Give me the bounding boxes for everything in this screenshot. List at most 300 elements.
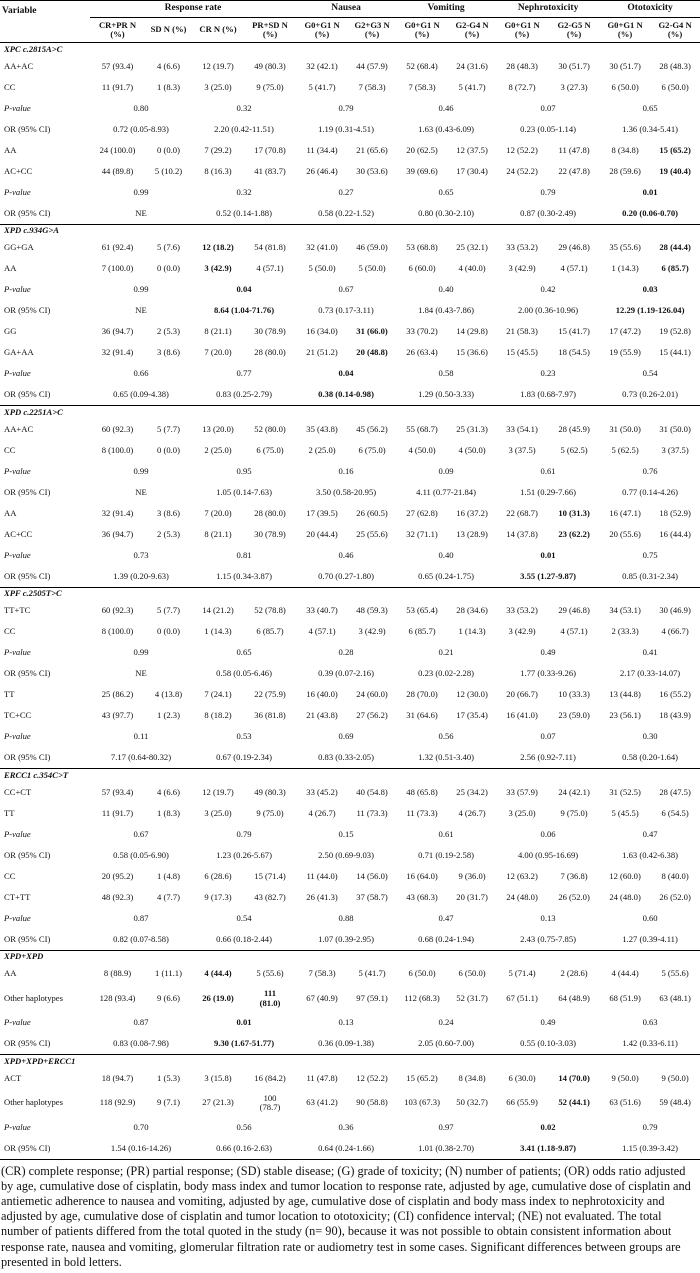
table-cell: 17 (35.4)	[456, 710, 488, 721]
table-row	[0, 601, 700, 622]
table-cell: 3 (25.0)	[204, 81, 232, 92]
table-cell: 2.05 (0.60-7.00)	[418, 1038, 474, 1049]
table-cell: 12 (18.2)	[202, 242, 234, 253]
table-cell: 20 (62.5)	[406, 144, 438, 155]
table-cell: 4 (44.4)	[611, 968, 639, 979]
table-cell: 12 (19.7)	[202, 786, 234, 797]
table-cell: 2.56 (0.92-7.11)	[520, 752, 576, 763]
table-cell: 0.49	[540, 647, 556, 658]
table-cell: 90 (58.8)	[356, 1097, 388, 1108]
column-header: G2-G4 N (%)	[448, 18, 496, 43]
row-label: AA+AC	[4, 423, 34, 434]
table-cell: 5 (50.0)	[308, 263, 336, 274]
table-cell: 18 (43.9)	[659, 710, 691, 721]
table-row	[0, 622, 700, 643]
table-cell: 34 (53.1)	[609, 605, 641, 616]
table-cell: 28 (48.3)	[659, 60, 691, 71]
table-cell: 14 (37.8)	[506, 528, 538, 539]
table-cell: 13 (44.8)	[609, 689, 641, 700]
table-cell: 0.87 (0.30-2.49)	[520, 207, 576, 218]
table-cell: 3 (42.9)	[358, 626, 386, 637]
table-cell: 0.88	[338, 912, 354, 923]
table-cell: 6 (60.0)	[408, 263, 436, 274]
table-cell: 32 (42.1)	[306, 60, 338, 71]
table-cell: 6 (30.0)	[508, 1072, 536, 1083]
table-cell: 0.65 (0.24-1.75)	[418, 570, 474, 581]
table-cell: 27 (56.2)	[356, 710, 388, 721]
table-row	[0, 385, 700, 406]
table-cell: 67 (40.9)	[306, 992, 338, 1003]
column-header: G0+G1 N (%)	[496, 18, 548, 43]
table-cell: 0.68 (0.24-1.94)	[418, 933, 474, 944]
table-cell: 0.56	[438, 731, 454, 742]
table-cell: 0.69	[338, 731, 354, 742]
table-cell: 9 (75.0)	[256, 807, 284, 818]
table-cell: 43 (97.7)	[101, 710, 134, 721]
table-cell: 20 (31.7)	[456, 891, 488, 902]
table-cell: 43 (68.3)	[406, 891, 438, 902]
column-header: G0+G1 N (%)	[600, 18, 650, 43]
section-header-row	[0, 950, 700, 964]
table-cell: 25 (86.2)	[101, 689, 134, 700]
table-cell: 0.16	[338, 465, 354, 476]
table-cell: 8 (34.8)	[458, 1072, 486, 1083]
table-cell: 25 (34.2)	[456, 786, 488, 797]
row-label: OR (95% CI)	[4, 668, 51, 679]
table-cell: 0.66	[133, 368, 149, 379]
row-label: GG+GA	[4, 242, 34, 253]
table-cell: 6 (85.7)	[408, 626, 436, 637]
row-label: P-value	[4, 647, 31, 658]
table-cell: 128 (93.4)	[99, 992, 136, 1003]
table-cell: 8 (100.0)	[101, 444, 134, 455]
table-cell: 7 (58.3)	[308, 968, 336, 979]
table-cell: 5 (55.6)	[256, 968, 284, 979]
table-cell: 111 (81.0)	[259, 988, 281, 1008]
table-row	[0, 1117, 700, 1138]
column-header: G2-G4 N (%)	[650, 18, 700, 43]
table-row	[0, 77, 700, 98]
table-cell: 1.07 (0.39-2.95)	[318, 933, 374, 944]
table-cell: 7 (58.3)	[408, 81, 436, 92]
table-cell: 14 (56.0)	[356, 870, 388, 881]
table-cell: 4 (57.1)	[560, 626, 588, 637]
table-cell: 8 (21.1)	[204, 326, 232, 337]
row-label: P-value	[4, 465, 31, 476]
table-cell: 61 (92.4)	[101, 242, 134, 253]
table-cell: 0.55 (0.10-3.03)	[520, 1038, 576, 1049]
table-cell: 16 (40.0)	[306, 689, 338, 700]
table-cell: 4 (13.8)	[154, 689, 183, 700]
table-cell: 48 (59.3)	[356, 605, 388, 616]
table-cell: 5 (10.2)	[154, 165, 183, 176]
table-cell: 21 (58.3)	[506, 326, 538, 337]
header-column-row	[0, 18, 700, 43]
table-cell: 1 (14.3)	[204, 626, 232, 637]
table-cell: 3 (37.5)	[661, 444, 689, 455]
row-label: P-value	[4, 186, 31, 197]
table-cell: 30 (53.6)	[356, 165, 388, 176]
row-label: CC	[4, 626, 16, 637]
table-row	[0, 887, 700, 908]
table-cell: 0.49	[540, 1017, 556, 1028]
table-cell: 2 (28.6)	[560, 968, 588, 979]
table-cell: 7 (36.8)	[560, 870, 588, 881]
table-cell: 5 (41.7)	[358, 968, 386, 979]
table-cell: 1.77 (0.33-9.26)	[520, 668, 576, 679]
table-cell: 60 (92.3)	[101, 423, 134, 434]
table-cell: 1 (11.1)	[155, 968, 182, 979]
table-cell: 11 (44.0)	[306, 870, 338, 881]
table-cell: 1.27 (0.39-4.11)	[622, 933, 678, 944]
table-cell: 5 (45.5)	[611, 807, 639, 818]
table-cell: 24 (42.1)	[558, 786, 590, 797]
table-cell: 14 (70.0)	[558, 1072, 590, 1083]
table-cell: 26 (46.4)	[306, 165, 338, 176]
table-cell: 50 (32.7)	[456, 1097, 488, 1108]
table-cell: 19 (55.9)	[609, 347, 641, 358]
group-nausea: Nausea	[296, 1, 396, 18]
table-row	[0, 119, 700, 140]
table-cell: 9 (50.0)	[661, 1072, 689, 1083]
table-cell: 2 (25.0)	[308, 444, 336, 455]
section-title: XPD c.2251A>C	[0, 406, 700, 420]
table-cell: 0.65 (0.09-4.38)	[113, 389, 169, 400]
table-cell: 5 (7.7)	[157, 423, 180, 434]
table-cell: 1.15 (0.34-3.87)	[216, 570, 272, 581]
table-cell: 36 (94.7)	[101, 326, 134, 337]
table-row	[0, 985, 700, 1013]
row-label: CT+TT	[4, 891, 31, 902]
table-row	[0, 482, 700, 503]
table-cell: 0.65	[642, 102, 658, 113]
table-cell: 5 (55.6)	[661, 968, 689, 979]
table-cell: 27 (21.3)	[202, 1097, 234, 1108]
table-cell: 26 (19.0)	[202, 992, 234, 1003]
table-cell: 4 (44.4)	[204, 968, 232, 979]
row-label: TT+TC	[4, 605, 31, 616]
table-cell: 30 (78.9)	[254, 528, 286, 539]
table-cell: 1 (8.3)	[157, 807, 180, 818]
table-cell: 0.47	[642, 828, 658, 839]
table-cell: 3 (8.6)	[157, 507, 180, 518]
table-cell: 0.39 (0.07-2.16)	[318, 668, 374, 679]
table-cell: 20 (95.2)	[101, 870, 134, 881]
table-cell: 0.60	[642, 912, 658, 923]
row-label: OR (95% CI)	[4, 389, 51, 400]
table-cell: 13 (28.9)	[456, 528, 488, 539]
table-cell: 13 (20.0)	[202, 423, 234, 434]
table-cell: 52 (44.1)	[558, 1097, 590, 1108]
table-cell: 12.29 (1.19-126.04)	[615, 305, 685, 316]
table-cell: 0.41	[642, 647, 658, 658]
section-title: XPC c.2815A>C	[0, 43, 700, 57]
table-cell: 54 (81.8)	[254, 242, 286, 253]
section-header-row	[0, 43, 700, 57]
table-row	[0, 238, 700, 259]
table-cell: 15 (65.2)	[659, 144, 691, 155]
table-cell: 12 (37.5)	[456, 144, 488, 155]
row-label: P-value	[4, 731, 31, 742]
table-cell: 11 (73.3)	[356, 807, 388, 818]
table-cell: 52 (78.8)	[254, 605, 286, 616]
table-cell: 12 (52.2)	[356, 1072, 388, 1083]
table-row	[0, 727, 700, 748]
table-cell: 2.20 (0.42-11.51)	[214, 123, 274, 134]
table-cell: 1.19 (0.31-4.51)	[318, 123, 374, 134]
table-cell: 9 (75.0)	[560, 807, 588, 818]
table-cell: 0.06	[540, 828, 556, 839]
table-cell: 0.80	[133, 102, 149, 113]
table-cell: 18 (94.7)	[101, 1072, 134, 1083]
row-label: P-value	[4, 368, 31, 379]
table-cell: 0.28	[338, 647, 354, 658]
table-cell: 4 (40.0)	[458, 263, 486, 274]
table-row	[0, 1138, 700, 1159]
table-cell: 0.95	[236, 465, 252, 476]
row-label: OR (95% CI)	[4, 933, 51, 944]
table-cell: 53 (68.8)	[406, 242, 438, 253]
row-label: OR (95% CI)	[4, 1038, 51, 1049]
table-cell: 22 (75.9)	[254, 689, 286, 700]
row-label: AA+AC	[4, 60, 34, 71]
table-cell: 2 (25.0)	[204, 444, 232, 455]
table-cell: 4 (57.1)	[560, 263, 588, 274]
section-header-row	[0, 587, 700, 601]
column-header: CR N (%)	[192, 18, 244, 43]
table-cell: 1 (2.3)	[157, 710, 180, 721]
table-cell: 11 (47.8)	[306, 1072, 338, 1083]
table-cell: 11 (47.8)	[558, 144, 590, 155]
row-label: AA	[4, 263, 17, 274]
table-cell: NE	[135, 207, 147, 218]
table-cell: 103 (67.3)	[404, 1097, 440, 1108]
table-cell: 112 (68.3)	[404, 992, 440, 1003]
table-cell: 19 (52.8)	[659, 326, 691, 337]
table-cell: 0.80 (0.30-2.10)	[418, 207, 474, 218]
table-cell: 3 (25.0)	[204, 807, 232, 818]
table-cell: 0.70 (0.27-1.80)	[318, 570, 374, 581]
table-cell: 1.01 (0.38-2.70)	[396, 1138, 496, 1159]
table-cell: 1.63 (0.43-6.09)	[418, 123, 474, 134]
table-cell: 0.70	[133, 1121, 149, 1132]
table-cell: 24 (52.2)	[506, 165, 538, 176]
table-cell: 33 (53.2)	[506, 242, 538, 253]
table-cell: 66 (55.9)	[506, 1097, 538, 1108]
table-cell: 15 (45.5)	[506, 347, 538, 358]
table-cell: 0.54	[642, 368, 658, 379]
table-cell: 0.40	[438, 549, 454, 560]
table-cell: 1.15 (0.39-3.42)	[600, 1138, 700, 1159]
column-header: SD N (%)	[145, 18, 192, 43]
section-header-row	[0, 769, 700, 783]
table-cell: 5 (71.4)	[508, 968, 536, 979]
table-row	[0, 301, 700, 322]
group-ototoxicity: Ototoxicity	[600, 1, 700, 18]
table-cell: 22 (47.8)	[558, 165, 590, 176]
table-cell: 12 (63.2)	[506, 870, 538, 881]
table-row	[0, 280, 700, 301]
table-cell: 0.82 (0.07-8.58)	[113, 933, 169, 944]
table-cell: 28 (48.3)	[506, 60, 538, 71]
table-cell: 31 (66.0)	[356, 326, 388, 337]
table-cell: 28 (44.4)	[659, 242, 691, 253]
table-cell: 0.73 (0.26-2.01)	[622, 389, 679, 400]
table-cell: 9 (7.1)	[157, 1097, 180, 1108]
table-cell: 3.55 (1.27-9.87)	[520, 570, 576, 581]
table-cell: 52 (68.4)	[406, 60, 438, 71]
table-cell: 45 (56.2)	[356, 423, 388, 434]
table-cell: 49 (80.3)	[254, 60, 286, 71]
table-cell: 2.00 (0.36-10.96)	[517, 305, 579, 316]
table-cell: 0.99	[133, 647, 149, 658]
table-cell: 7.17 (0.64-80.32)	[110, 752, 172, 763]
table-cell: 0.04	[338, 368, 354, 379]
table-cell: 0.65	[236, 647, 252, 658]
table-row	[0, 706, 700, 727]
table-cell: 6 (75.0)	[256, 444, 284, 455]
table-cell: 33 (53.2)	[506, 605, 538, 616]
section-title: ERCC1 c.354C>T	[0, 769, 700, 783]
row-label: CC	[4, 81, 16, 92]
table-cell: 97 (59.1)	[356, 992, 388, 1003]
table-cell: 33 (40.7)	[306, 605, 338, 616]
table-cell: 0.13	[338, 1017, 354, 1028]
table-cell: 21 (51.2)	[306, 347, 338, 358]
table-cell: 4 (7.7)	[157, 891, 180, 902]
header-group-row	[0, 1, 700, 18]
row-label: OR (95% CI)	[4, 305, 51, 316]
table-cell: 0.09	[438, 465, 454, 476]
table-cell: NE	[135, 305, 147, 316]
table-cell: 0.67 (0.19-2.34)	[216, 752, 272, 763]
table-cell: 32 (91.4)	[101, 507, 134, 518]
table-cell: 0 (0.0)	[157, 144, 180, 155]
table-cell: 0 (0.0)	[157, 444, 180, 455]
table-cell: 31 (50.0)	[659, 423, 691, 434]
table-cell: 7 (20.0)	[204, 347, 232, 358]
row-label: CC+CT	[4, 786, 32, 797]
table-cell: 9 (17.3)	[204, 891, 232, 902]
row-label: P-value	[4, 912, 31, 923]
table-row	[0, 364, 700, 385]
table-cell: 0.58 (0.20-1.64)	[622, 752, 679, 763]
table-cell: 0.56	[236, 1121, 252, 1132]
table-cell: 31 (52.5)	[609, 786, 641, 797]
table-cell: 5 (7.6)	[157, 242, 180, 253]
row-label: P-value	[4, 1121, 31, 1132]
table-cell: 28 (45.9)	[558, 423, 590, 434]
table-cell: 30 (51.7)	[558, 60, 590, 71]
table-cell: 9 (6.6)	[157, 992, 180, 1003]
table-cell: 0.79	[642, 1121, 658, 1132]
group-response-rate: Response rate	[90, 1, 296, 18]
table-cell: 0.61	[540, 465, 556, 476]
table-cell: 23 (62.2)	[558, 528, 590, 539]
table-cell: 8 (72.7)	[508, 81, 536, 92]
table-cell: 1 (8.3)	[157, 81, 180, 92]
table-cell: 8 (100.0)	[101, 626, 134, 637]
table-cell: 32 (91.4)	[101, 347, 134, 358]
table-cell: 26 (52.0)	[558, 891, 590, 902]
table-cell: 33 (70.2)	[406, 326, 438, 337]
table-row	[0, 1013, 700, 1034]
table-cell: 33 (54.1)	[506, 423, 538, 434]
table-cell: 11 (91.7)	[101, 807, 134, 818]
table-cell: 1.32 (0.51-3.40)	[418, 752, 474, 763]
table-row	[0, 503, 700, 524]
table-cell: 30 (51.7)	[609, 60, 641, 71]
table-cell: 8 (34.8)	[611, 144, 639, 155]
table-cell: 0 (0.0)	[157, 626, 180, 637]
section-header-row	[0, 224, 700, 238]
table-cell: 100 (78.7)	[259, 1092, 281, 1112]
table-cell: 60 (92.3)	[101, 605, 134, 616]
row-label: P-value	[4, 549, 31, 560]
table-row	[0, 98, 700, 119]
table-cell: 7 (100.0)	[101, 263, 134, 274]
table-cell: 4.00 (0.95-16.69)	[517, 849, 579, 860]
table-cell: 0.79	[338, 102, 354, 113]
table-cell: 26 (41.3)	[306, 891, 338, 902]
table-cell: 4 (26.7)	[308, 807, 336, 818]
table-cell: 0.24	[438, 1017, 454, 1028]
table-cell: 0.81	[236, 549, 252, 560]
table-cell: 4 (26.7)	[458, 807, 486, 818]
table-cell: 26 (60.5)	[356, 507, 388, 518]
table-cell: 0.40	[438, 284, 454, 295]
table-cell: 2 (33.3)	[611, 626, 639, 637]
row-label: OR (95% CI)	[4, 752, 51, 763]
table-cell: 0.58 (0.05-6.46)	[216, 668, 272, 679]
table-row	[0, 1034, 700, 1055]
table-cell: 23 (59.0)	[558, 710, 590, 721]
table-cell: 63 (51.6)	[609, 1097, 641, 1108]
table-row	[0, 461, 700, 482]
table-cell: 1.39 (0.20-9.63)	[113, 570, 169, 581]
row-label: CC	[4, 444, 16, 455]
table-row	[0, 964, 700, 985]
table-cell: 4 (50.0)	[408, 444, 436, 455]
table-cell: 63 (41.2)	[306, 1097, 338, 1108]
table-cell: 64 (48.9)	[558, 992, 590, 1003]
table-cell: 59 (48.4)	[659, 1097, 691, 1108]
table-cell: 29 (46.8)	[558, 242, 590, 253]
table-cell: NE	[135, 486, 147, 497]
table-cell: 0.46	[338, 549, 354, 560]
row-label: P-value	[4, 828, 31, 839]
table-cell: 0.58 (0.22-1.52)	[318, 207, 374, 218]
table-cell: 0.01	[642, 186, 658, 197]
row-label: P-value	[4, 284, 31, 295]
table-cell: 16 (55.2)	[659, 689, 691, 700]
row-label: AA	[4, 968, 17, 979]
table-cell: 0.07	[540, 102, 556, 113]
table-cell: 6 (85.7)	[256, 626, 284, 637]
table-cell: 0.67	[133, 828, 149, 839]
table-cell: 33 (57.9)	[506, 786, 538, 797]
table-cell: 26 (52.0)	[659, 891, 691, 902]
table-cell: 0.64 (0.24-1.66)	[296, 1138, 396, 1159]
table-cell: 3.50 (0.58-20.95)	[315, 486, 377, 497]
table-cell: 44 (57.9)	[356, 60, 388, 71]
table-cell: 35 (43.8)	[306, 423, 338, 434]
table-row	[0, 664, 700, 685]
table-cell: 6 (50.0)	[611, 81, 639, 92]
table-cell: 24 (60.0)	[356, 689, 388, 700]
table-cell: 52 (80.0)	[254, 423, 286, 434]
section-title: XPF c.2505T>C	[0, 587, 700, 601]
